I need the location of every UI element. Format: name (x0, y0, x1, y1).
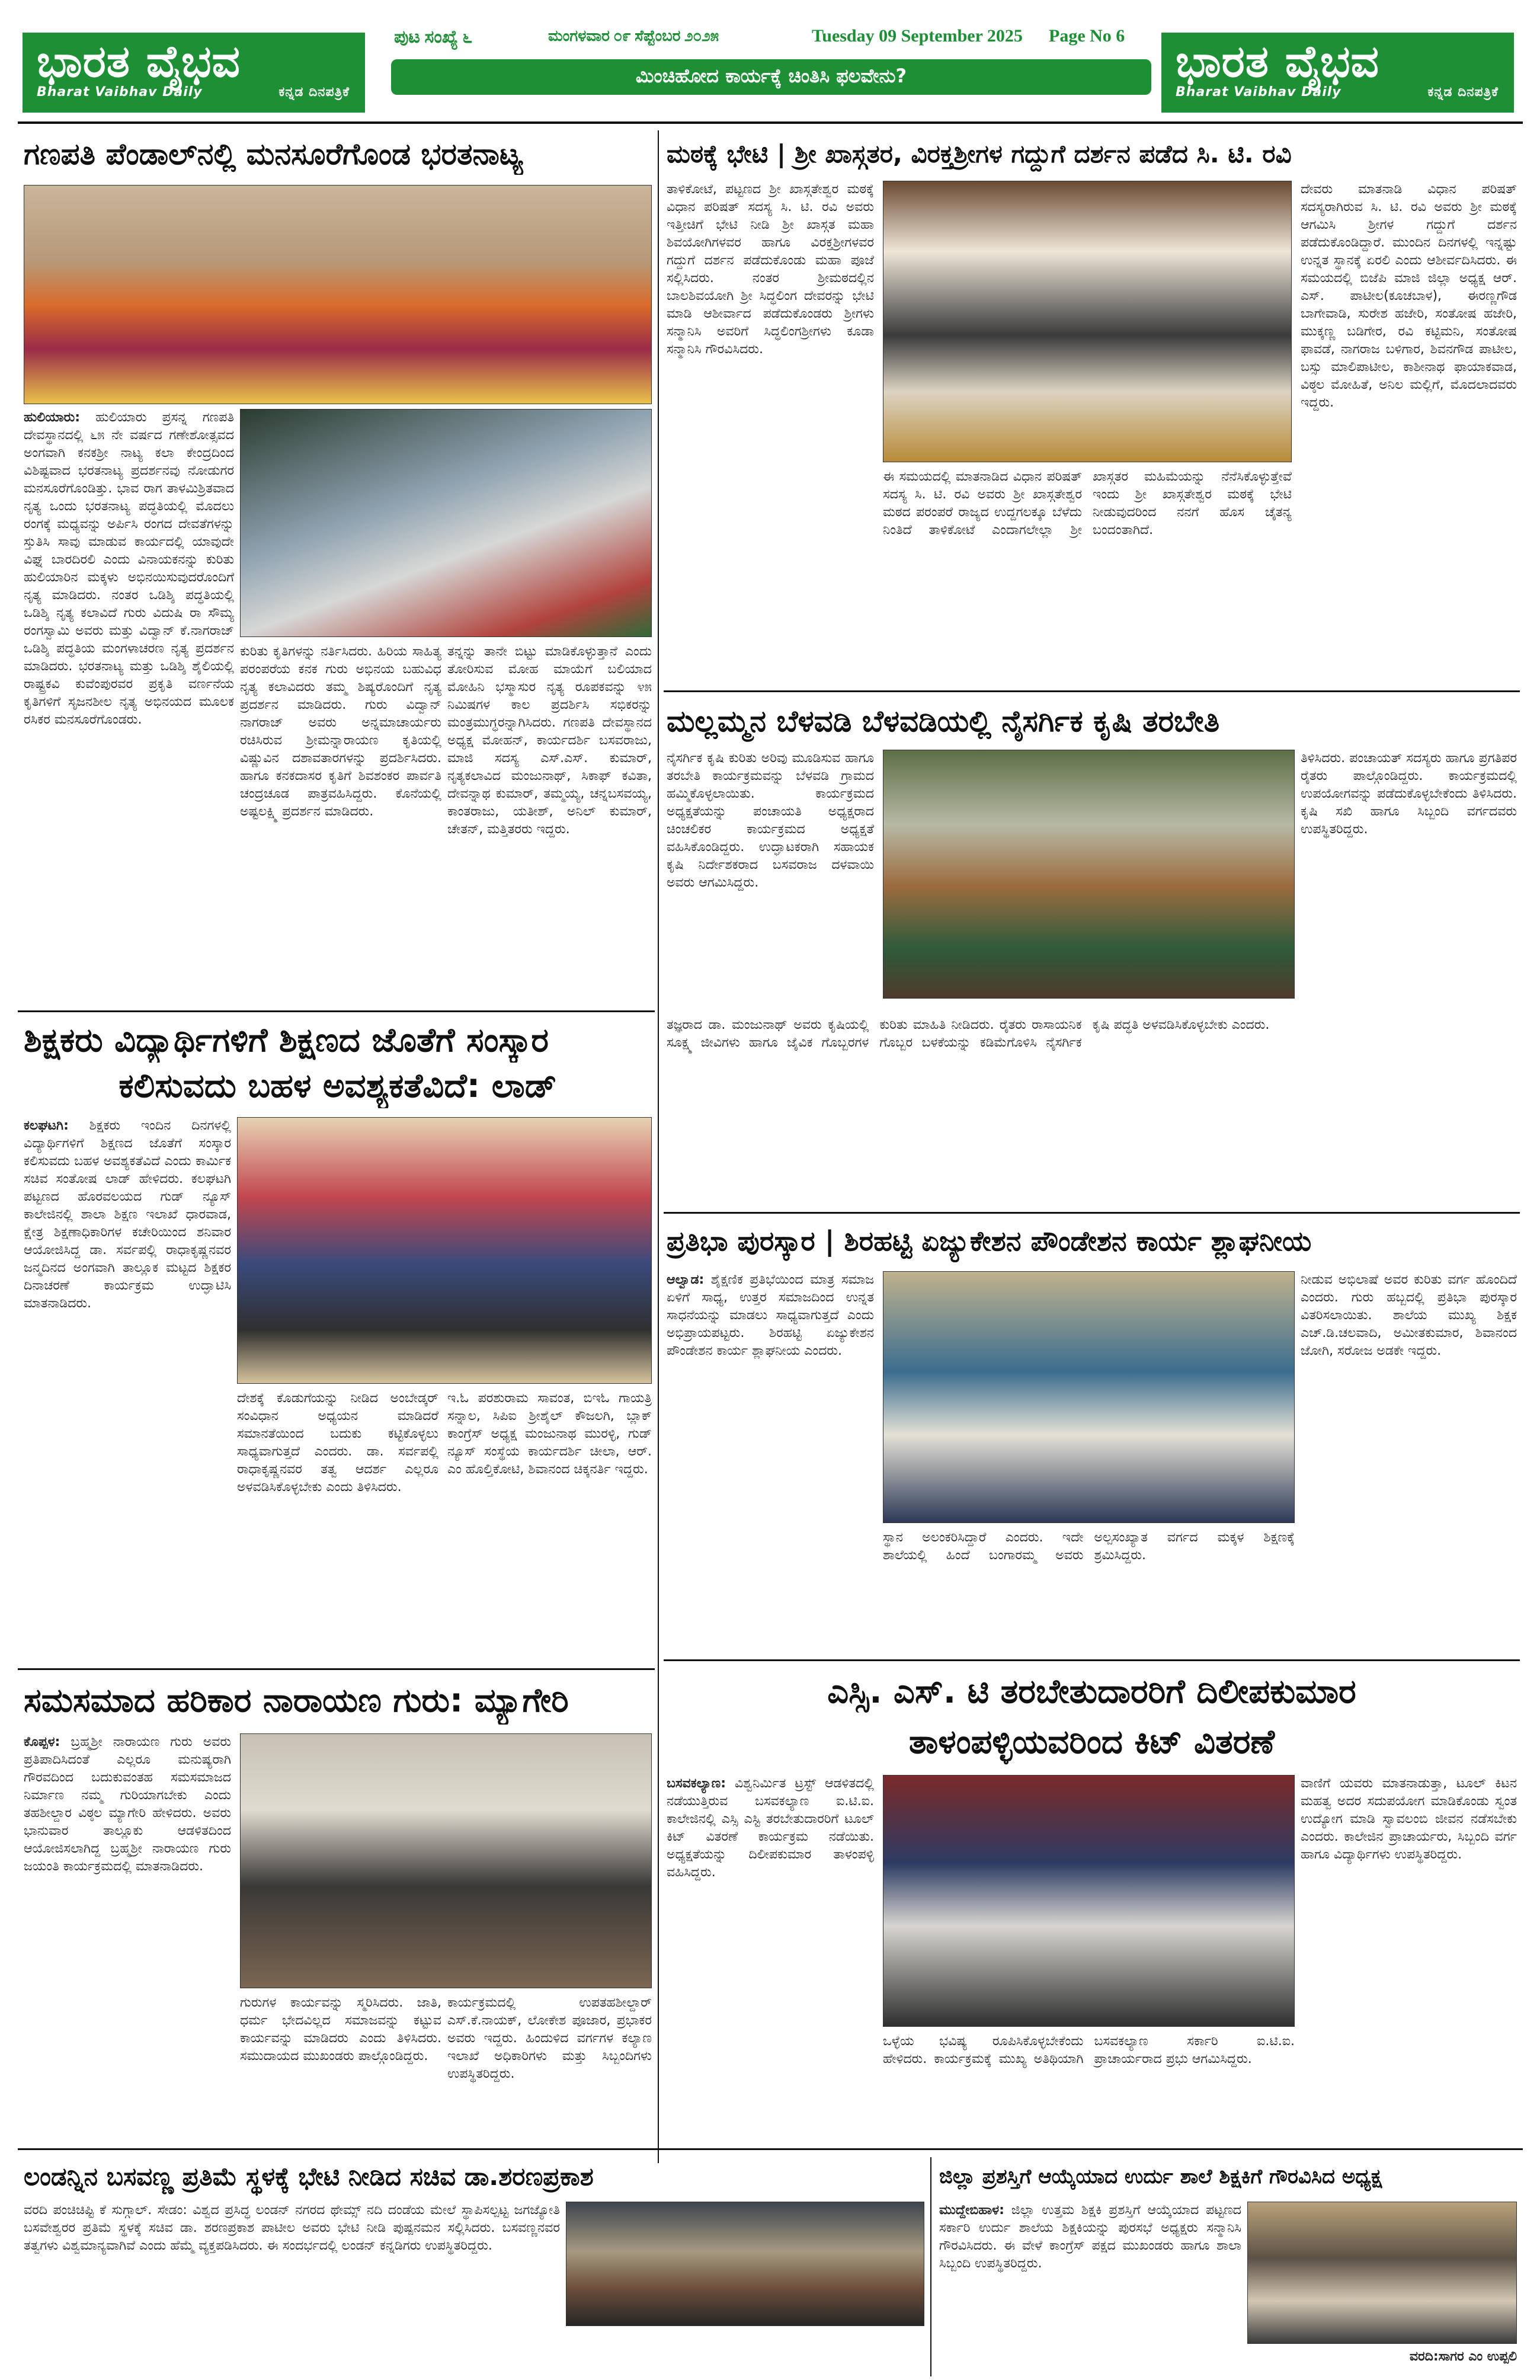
article-body (24, 1117, 231, 1662)
logo-text: ಭಾರತ ವೈಭವ (37, 36, 241, 87)
article-headline: ಮಠಕ್ಕೆ ಭೇಟಿ | ಶ್ರೀ ಖಾಸ್ಗತರ, ವಿರಕ್ತಶ್ರೀಗಳ ಗದ್ದುಗೆ ದರ್ಶನ ಪಡೆದ ಸಿ. ಟಿ. ರವಿ (667, 139, 1292, 168)
column-divider (930, 2157, 931, 2376)
article-body: ಇ.ಓ ಪರಶುರಾಮ ಸಾವಂತ, ಬಿಇಓ ಗಾಯತ್ರಿ ಸನ್ನಾಲ, ಸಿಪಿಐ ಶ್ರೀಶೈಲ್ ಕೌಜಲಗಿ, ಬ್ಲಾಕ್ ಕಾಂಗ್ರೆಸ್ ಅಧ್ಯಕ್ಷ ಮಂಜುನಾಥ ಮುರಳ್ಳಿ, ಗುಡ್ ನ್ಯೂಸ್ ಸಂಸ್ಥೆಯ ಕಾರ್ಯದರ್ಶಿ ಚೀಲಾ, ಆರ್. ಎಂ ಹೊಲ್ತಿಕೋಟಿ, ಶಿವಾನಂದ ಚಿಕ್ಕನರ್ತಿ ಇದ್ದರು. (447, 1391, 652, 1477)
article-photo-dance-performance (240, 409, 652, 637)
article-body: ವಾಣಿಗೆ ಯವರು ಮಾತನಾಡುತ್ತಾ, ಟೂಲ್ ಕಿಟನ ಮಹತ್ವ ಅದರ ಸದುಪಯೋಗ ಮಾಡಿಕೊಂಡು ಸ್ವಂತ ಉದ್ಯೋಗ ಮಾಡಿ ಸ್ವಾವಲಂಬಿ ಜೀವನ ನಡೆಸಬೇಕು ಎಂದರು. ಕಾಲೇಜಿನ ಪ್ರಾಚಾರ್ಯರು, ಸಿಬ್ಬಂದಿ ವರ್ಗ ಹಾಗೂ ವಿದ್ಯಾರ್ಥಿಗಳು ಉಪಸ್ಥಿತರಿದ್ದರು. (1301, 1776, 1517, 1862)
article-photo-pratibha-puraskar (883, 1271, 1295, 1523)
article-divider (664, 690, 1520, 692)
tagline: ಮಿಂಚಿಹೋದ ಕಾರ್ಯಕ್ಕೆ ಚಿಂತಿಸಿ ಫಲವೇನು? (391, 59, 1151, 95)
article-body: ಈ ಸಮಯದಲ್ಲಿ ಮಾತನಾಡಿದ ವಿಧಾನ ಪರಿಷತ್ ಸದಸ್ಯ ಸಿ. ಟಿ. ರವಿ ಅವರು ಶ್ರೀ ಖಾಸ್ಗತೇಶ್ವರ ಮಠದ ಪರಂಪರೆ ರಾಜ್ಯದ ಉದ್ದಗಲಕ್ಕೂ ಬೆಳೆದು ನಿಂತಿದೆ ತಾಳಿಕೋಟೆ ಎಂದಾಗಲೇಲ್ಲಾ ಶ್ರೀ ಖಾಸ್ಗತರ ಮಹಿಮೆಯನ್ನು ನೆನೆಸಿಕೊಳ್ಳುತ್ತೇವೆ ಇಂದು ಶ್ರೀ ಖಾಸ್ಗತೇಶ್ವರ ಮಠಕ್ಕೆ ಭೇಟಿ ನೀಡುವುದರಿಂದ ನನಗೆ ಹೊಸ ಚೈತನ್ಯ ಬಂದಂತಾಗಿದೆ. (883, 469, 1292, 538)
article-body: ಗುರುಗಳ ಕಾರ್ಯವನ್ನು ಸ್ಮರಿಸಿದರು. ಜಾತಿ, ಧರ್ಮ ಭೇದವಿಲ್ಲದ ಸಮಾಜವನ್ನು ಕಟ್ಟುವ ಕಾರ್ಯವನ್ನು ಮಾಡಿದರು ಎಂದು ತಿಳಿಸಿದರು. ಸಮುದಾಯದ ಮುಖಂಡರು ಪಾಲ್ಗೊಂಡಿದ್ದರು. (240, 1995, 441, 2064)
dateline: ಮುದ್ದೇಬಿಹಾಳ: (939, 2203, 1004, 2218)
article-body: ತಿಳಿಸಿದರು. ಪಂಚಾಯತ್ ಸದಸ್ಯರು ಹಾಗೂ ಪ್ರಗತಿಪರ ರೈತರು ಪಾಲ್ಗೊಂಡಿದ್ದರು. ಕಾರ್ಯಕ್ರಮದಲ್ಲಿ ಉಪಯೋಗವನ್ನು ಪಡೆದುಕೊಳ್ಳಬೇಕೆಂದು ತಿಳಿಸಿದರು. ಕೃಷಿ ಸಖಿ ಹಾಗೂ ಸಿಬ್ಬಂದಿ ವರ್ಗದವರು ಉಪಸ್ಥಿತರಿದ್ದರು. (1301, 751, 1517, 837)
article-divider (18, 2148, 1523, 2150)
article-photo-urdu-teacher (1247, 2202, 1517, 2344)
dateline: ಕಲಘಟಗಿ: (24, 1118, 69, 1133)
article-text: ಜಿಲ್ಲಾ ಉತ್ತಮ ಶಿಕ್ಷಕಿ ಪ್ರಶಸ್ತಿಗೆ ಆಯ್ಕೆಯಾದ ಪಟ್ಟಣದ ಸರ್ಕಾರಿ ಉರ್ದು ಶಾಲೆಯ ಶಿಕ್ಷಕಿಯನ್ನು ಪುರಸಭೆ ಅಧ್ಯಕ್ಷರು ಸನ್ಮಾನಿಸಿ ಗೌರವಿಸಿದರು. ಈ ವೇಳೆ ಕಾಂಗ್ರೆಸ್ ಪಕ್ಷದ ಮುಖಂಡರು ಹಾಗೂ ಶಾಲಾ ಸಿಬ್ಬಂದಿ ಉಪಸ್ಥಿತರಿದ್ದರು. (939, 2203, 1241, 2271)
article-body (667, 1271, 874, 1594)
article-headline: ಜಿಲ್ಲಾ ಪ್ರಶಸ್ತಿಗೆ ಆಯ್ಕೆಯಾದ ಉರ್ದು ಶಾಲೆ ಶಿಕ್ಷಕಿಗೆ ಗೌರವಿಸಿದ ಅಧ್ಯಕ್ಷ (939, 2165, 1382, 2189)
article-text: ಶಿಕ್ಷಕರು ಇಂದಿನ ದಿನಗಳಲ್ಲಿ ವಿದ್ಯಾರ್ಥಿಗಳಿಗೆ ಶಿಕ್ಷಣದ ಜೊತೆಗೆ ಸಂಸ್ಕಾರ ಕಲಿಸುವದು ಬಹಳ ಅವಶ್ಯಕತೆವಿದೆ ಎಂದು ಕಾರ್ಮಿಕ ಸಚಿವ ಸಂತೋಷ ಲಾಡ್ ಹೇಳಿದರು. ಕಲಘಟಗಿ ಪಟ್ಟಣದ ಹೊರವಲಯದ ಗುಡ್ ನ್ಯೂಸ್ ಕಾಲೇಜಿನಲ್ಲಿ ಶಾಲಾ ಶಿಕ್ಷಣ ಇಲಾಖೆ ಧಾರವಾಡ, ಕ್ಷೇತ್ರ ಶಿಕ್ಷಣಾಧಿಕಾರಿಗಳ ಕಚೇರಿಯಿಂದ ಶನಿವಾರ ಆಯೋಜಿಸಿದ್ದ ಡಾ. ಸರ್ವಪಲ್ಲಿ ರಾಧಾಕೃಷ್ಣನವರ ಜನ್ಮದಿನದ ಅಂಗವಾಗಿ ತಾಲ್ಲೂಕ ಮಟ್ಟದ ಶಿಕ್ಷಕರ ದಿನಾಚರಣೆ ಕಾರ್ಯಕ್ರಮ ಉದ್ಘಾಟಿಸಿ ಮಾತನಾಡಿದರು. (24, 1118, 231, 1311)
logo-sub-kn: ಕನ್ನಡ ದಿನಪತ್ರಿಕೆ (1427, 85, 1499, 100)
article-headline: ಗಣಪತಿ ಪೆಂಡಾಲ್‌ನಲ್ಲಿ ಮನಸೂರೆಗೊಂಡ ಭರತನಾಟ್ಯ (24, 137, 523, 171)
masthead-divider (18, 121, 1523, 124)
article-photo-london-basavanna (566, 2202, 924, 2326)
article-body (24, 409, 234, 1005)
masthead-logo-left (23, 33, 365, 113)
article-body: ತಾಳಿಕೋಟೆ, ಪಟ್ಟಣದ ಶ್ರೀ ಖಾಸ್ಗತೇಶ್ವರ ಮಠಕ್ಕೆ ವಿಧಾನ ಪರಿಷತ್ ಸದಸ್ಯ ಸಿ. ಟಿ. ರವಿ ಅವರು ಇತ್ತೀಚಿಗೆ ಭೇಟಿ ನೀಡಿ ಶ್ರೀ ಖಾಸ್ಗತ ಮಹಾ ಶಿವಯೋಗಿಗಳವರ ಹಾಗೂ ವಿರಕ್ತಶ್ರೀಗಳವರ ಗದ್ದುಗೆ ದರ್ಶನ ಪಡೆದುಕೊಂಡು ಮಹಾ ಪೂಜೆ ಸಲ್ಲಿಸಿದರು. ನಂತರ ಶ್ರೀಮಠದಲ್ಲಿನ ಬಾಲಶಿವಯೋಗಿ ಶ್ರೀ ಸಿದ್ಧಲಿಂಗ ದೇವರನ್ನು ಭೇಟಿ ಮಾಡಿ ಆಶೀರ್ವಾದ ಪಡೆದುಕೊಂಡರು ಶ್ರೀಗಳು ಸನ್ಮಾನಿಸಿ ಅವರಿಗೆ ಸಿದ್ಧಲಿಂಗಶ್ರೀಗಳು ಕೂಡಾ ಸನ್ಮಾನಿಸಿ ಗೌರವಿಸಿದರು. (667, 182, 874, 357)
dateline: ಆಲ್ವಾಡ: (667, 1272, 705, 1287)
article-body: ತಜ್ಞರಾದ ಡಾ. ಮಂಜುನಾಥ್ ಅವರು ಕೃಷಿಯಲ್ಲಿ ಸೂಕ್ಷ್ಮ ಜೀವಿಗಳು ಹಾಗೂ ಜೈವಿಕ ಗೊಬ್ಬರಗಳ ಕುರಿತು ಮಾಹಿತಿ ನೀಡಿದರು. ರೈತರು ರಾಸಾಯನಿಕ ಗೊಬ್ಬರ ಬಳಕೆಯನ್ನು ಕಡಿಮೆಗೊಳಿಸಿ ನೈಸರ್ಗಿಕ ಕೃಷಿ ಪದ್ಧತಿ ಅಳವಡಿಸಿಕೊಳ್ಳಬೇಕು ಎಂದರು. (667, 1018, 1270, 1050)
article-headline-line2: ಕಲಿಸುವದು ಬಹಳ ಅವಶ್ಯಕತೆವಿದೆ: ಲಾಡ್ (119, 1067, 557, 1105)
masthead-logo-right (1161, 33, 1514, 113)
logo-sub-en: Bharat Vaibhav Daily (1176, 85, 1342, 100)
article-body (667, 1775, 874, 2142)
article-headline: ಪ್ರತಿಭಾ ಪುರಸ್ಕಾರ | ಶಿರಹಟ್ಟಿ ಏಜ್ಯುಕೇಶನ ಪೌಂಡೇಶನ ಕಾರ್ಯ ಶ್ಲಾಘನೀಯ (667, 1225, 1312, 1257)
article-photo-kit-distribution (883, 1775, 1295, 2027)
article-headline-line2: ತಾಳಂಪಳ್ಳಿಯವರಿಂದ ಕಿಟ್ ವಿತರಣೆ (908, 1723, 1275, 1761)
date-en: Tuesday 09 September 2025 (812, 26, 1023, 46)
article-photo-narayana-guru (240, 1733, 652, 1988)
article-body: ಸ್ಥಾನ ಅಲಂಕರಿಸಿದ್ದಾರೆ ಎಂದರು. ಇದೇ ಶಾಲೆಯಲ್ಲಿ ಹಿಂದೆ ಬಂಗಾರಮ್ಮ ಅವರು ಅಲ್ಪಸಂಖ್ಯಾತ ವರ್ಗದ ಮಕ್ಕಳ ಶಿಕ್ಷಣಕ್ಕೆ ಶ್ರಮಿಸಿದ್ದರು. (883, 1530, 1295, 1563)
article-photo-ct-ravi-visit (883, 181, 1292, 462)
article-text: ಬ್ರಹ್ಮಶ್ರೀ ನಾರಾಯಣ ಗುರು ಅವರು ಪ್ರತಿಪಾದಿಸಿದಂತೆ ಎಲ್ಲರೂ ಮನುಷ್ಯರಾಗಿ ಗೌರವದಿಂದ ಬದುಕುವಂತಹ ಸಮಸಮಾಜದ ನಿರ್ಮಾಣ ನಮ್ಮ ಗುರಿಯಾಗಬೇಕು ಎಂದು ತಹಶೀಲ್ದಾರ ವಿಠ್ಠಲ ಮ್ಯಾಗೇರಿ ಹೇಳಿದರು. ಅವರು ಭಾನುವಾರ ತಾಲ್ಲೂಕು ಆಡಳಿತದಿಂದ ಆಯೋಜಿಸಲಾಗಿದ್ದ ಬ್ರಹ್ಮಶ್ರೀ ನಾರಾಯಣ ಗುರು ಜಯಂತಿ ಕಾರ್ಯಕ್ರಮದಲ್ಲಿ ಮಾತನಾಡಿದರು. (24, 1735, 231, 1874)
article-body (939, 2202, 1241, 2371)
article-headline: ಲಂಡನ್ನಿನ ಬಸವಣ್ಣ ಪ್ರತಿಮೆ ಸ್ಥಳಕ್ಕೆ ಭೇಟಿ ನೀಡಿದ ಸಚಿವ ಡಾ.ಶರಣಪ್ರಕಾಶ (24, 2162, 594, 2191)
article-body: ಕಾರ್ಯಕ್ರಮದಲ್ಲಿ ಉಪತಹಶೀಲ್ದಾರ್ ಎಸ್.ಕೆ.ನಾಯಕ್, ಲೋಕೇಶ ಪೂಜಾರ, ಪ್ರಭಾಕರ ಅವರು ಇದ್ದರು. ಹಿಂದುಳಿದ ವರ್ಗಗಳ ಕಲ್ಯಾಣ ಇಲಾಖೆ ಅಧಿಕಾರಿಗಳು ಮತ್ತು ಸಿಬ್ಬಂದಿಗಳು ಉಪಸ್ಥಿತರಿದ್ದರು. (447, 1995, 652, 2081)
date-kn: ಮಂಗಳವಾರ ೦೯ ಸೆಪ್ಟೆಂಬರ ೨೦೨೫ (548, 27, 719, 44)
article-body: ನೀಡುವ ಅಭಿಲಾಷೆ ಅವರ ಕುರಿತು ವರ್ಗ ಹೊಂದಿದೆ ಎಂದರು. ಗುರು ಹಬ್ಬದಲ್ಲಿ ಪ್ರತಿಭಾ ಪುರಸ್ಕಾರ ವಿತರಿಸಲಾಯಿತು. ಶಾಲೆಯ ಮುಖ್ಯ ಶಿಕ್ಷಕ ಎಚ್.ಡಿ.ಚಲವಾದಿ, ಅಮೀತಕುಮಾರ, ಶಿವಾನಂದ ಜೋಗಿ, ಸರೋಜ ಅಡಕೇ ಇದ್ದರು. (1301, 1272, 1517, 1358)
article-photo-teachers-day (237, 1117, 652, 1384)
logo-sub-kn: ಕನ್ನಡ ದಿನಪತ್ರಿಕೆ (278, 85, 350, 100)
article-divider (664, 1212, 1520, 1214)
logo-subtitle (37, 85, 365, 100)
article-text: ವಿಶ್ವನಿರ್ಮಿತ ಟ್ರಸ್ಟ್ ಆಡಳಿತದಲ್ಲಿ ನಡೆಯುತ್ತಿರುವ ಬಸವಕಲ್ಯಾಣ ಐ.ಟಿ.ಐ. ಕಾಲೇಜಿನಲ್ಲಿ ಎಸ್ಸಿ ಎಸ್ಟಿ ತರಬೇತುದಾರರಿಗೆ ಟೂಲ್ ಕಿಟ್ ವಿತರಣೆ ಕಾರ್ಯಕ್ರಮ ನಡೆಯಿತು. ಅಧ್ಯಕ್ಷತೆಯನ್ನು ದಿಲೀಪಕುಮಾರ ತಾಳಂಪಳ್ಳಿ ವಹಿಸಿದ್ದರು. (667, 1776, 874, 1880)
article-headline-line1: ಎಸ್ಸಿ. ಎಸ್. ಟಿ ತರಬೇತುದಾರರಿಗೆ ದಿಲೀಪಕುಮಾರ (827, 1672, 1356, 1711)
column-divider (658, 130, 659, 2163)
article-divider (664, 1659, 1520, 1661)
article-body: ವರದಿ ಪಂಚಿಚಿಪ್ಟಿ ಕೆ ಸುಗ್ಗಾಲ್. ಸೇಡಂ: ವಿಶ್ವದ ಪ್ರಸಿದ್ಧ ಲಂಡನ್ ನಗರದ ಥೇಮ್ಸ್ ನದಿ ದಂಡೆಯ ಮೇಲೆ ಸ್ಥಾಪಿಸಲ್ಪಟ್ಟ ಜಗಜ್ಯೋತಿ ಬಸವೇಶ್ವರರ ಪ್ರತಿಮೆ ಸ್ಥಳಕ್ಕೆ ಸಚಿವ ಡಾ. ಶರಣಪ್ರಕಾಶ ಪಾಟೀಲ ಅವರು ಭೇಟಿ ನೀಡಿ ಪುಷ್ಪನಮನ ಸಲ್ಲಿಸಿದರು. ಬಸವಣ್ಣನವರ ತತ್ವಗಳು ವಿಶ್ವಮಾನ್ಯವಾಗಿವೆ ಎಂದು ಹೆಮ್ಮೆ ವ್ಯಕ್ತಪಡಿಸಿದರು. ಈ ಸಂದರ್ಭದಲ್ಲಿ ಲಂಡನ್ ಕನ್ನಡಿಗರು ಉಪಸ್ಥಿತರಿದ್ದರು. (24, 2203, 560, 2253)
reporter-credit: ವರದಿ:ಸಾಗರ ಎಂ ಉಪ್ಪಲಿ (1409, 2349, 1517, 2364)
article-divider (18, 1010, 655, 1012)
article-body: ನೈಸರ್ಗಿಕ ಕೃಷಿ ಕುರಿತು ಅರಿವು ಮೂಡಿಸುವ ಹಾಗೂ ತರಬೇತಿ ಕಾರ್ಯಕ್ರಮವನ್ನು ಬೆಳವಡಿ ಗ್ರಾಮದ ಹಮ್ಮಿಕೊಳ್ಳಲಾಯಿತು. ಕಾರ್ಯಕ್ರಮದ ಅಧ್ಯಕ್ಷತೆಯನ್ನು ಪಂಚಾಯತಿ ಅಧ್ಯಕ್ಷರಾದ ಚಿಂಚಲಿಕರ ಕಾರ್ಯಕ್ರಮದ ಅಧ್ಯಕ್ಷತೆ ವಹಿಸಿಕೊಂಡಿದ್ದರು. ಉದ್ಘಾಟಕರಾಗಿ ಸಹಾಯಕ ಕೃಷಿ ನಿರ್ದೇಶಕರಾದ ಬಸವರಾಜ ದಳವಾಯಿ ಅವರು ಆಗಮಿಸಿದ್ದರು. (667, 751, 874, 890)
page-number-en: Page No 6 (1049, 26, 1125, 46)
article-photo-farming-training (883, 750, 1295, 999)
article-headline: ಸಮಸಮಾದ ಹರಿಕಾರ ನಾರಾಯಣ ಗುರು: ಮ್ಯಾಗೇರಿ (24, 1681, 569, 1720)
dateline: ಬಸವಕಲ್ಯಾಣ: (667, 1776, 726, 1791)
article-headline: ಮಲ್ಲಮ್ಮನ ಬೆಳವಡಿ ಬೆಳವಡಿಯಲ್ಲಿ ನೈಸರ್ಗಿಕ ಕೃಷಿ ತರಬೇತಿ (667, 704, 1220, 738)
article-body: ದೇಶಕ್ಕೆ ಕೊಡುಗೆಯನ್ನು ನೀಡಿದ ಅಂಬೇಡ್ಕರ್ ಸಂವಿಧಾನ ಅಧ್ಯಯನ ಮಾಡಿದರೆ ಸಮಾನತೆಯಿಂದ ಬದುಕು ಕಟ್ಟಿಕೊಳ್ಳಲು ಸಾಧ್ಯವಾಗುತ್ತದೆ ಎಂದರು. ಡಾ. ಸರ್ವಪಲ್ಲಿ ರಾಧಾಕೃಷ್ಣನವರ ತತ್ವ ಆದರ್ಶ ಎಲ್ಲರೂ ಅಳವಡಿಸಿಕೊಳ್ಳಬೇಕು ಎಂದು ತಿಳಿಸಿದರು. (237, 1391, 438, 1495)
article-divider (18, 1668, 655, 1670)
logo-text: ಭಾರತ ವೈಭವ (1176, 36, 1380, 87)
article-photo-dancers-group (24, 185, 652, 404)
article-text: ಶೈಕ್ಷಣಿಕ ಪ್ರತಿಭೆಯಿಂದ ಮಾತ್ರ ಸಮಾಜ ಏಳಿಗೆ ಸಾಧ್ಯ, ಉತ್ತರ ಸಮಾಜದಿಂದ ಉನ್ನತ ಸಾಧನೆಯನ್ನು ಮಾಡಲು ಸಾಧ್ಯವಾಗುತ್ತದೆ ಎಂದು ಅಭಿಪ್ರಾಯಪಟ್ಟರು. ಶಿರಹಟ್ಟಿ ಏಜ್ಯುಕೇಶನ ಪೌಂಡೇಶನ ಕಾರ್ಯ ಶ್ಲಾಘನೀಯ ಎಂದರು. (667, 1272, 874, 1358)
dateline: ಹುಲಿಯಾರು: (24, 410, 81, 425)
article-headline-line1: ಶಿಕ್ಷಕರು ವಿದ್ಯಾರ್ಥಿಗಳಿಗೆ ಶಿಕ್ಷಣದ ಜೊತೆಗೆ ಸಂಸ್ಕಾರ (24, 1021, 549, 1060)
article-body: ತನ್ನನ್ನು ತಾನೇ ಬಿಟ್ಟು ಮಾಡಿಕೊಳ್ಳುತ್ತಾನೆ ಎಂದು ತೋರಿಸುವ ಮೋಹ ಮಾಯೆಗೆ ಬಲಿಯಾದ ಮೋಹಿನಿ ಭಸ್ಮಾಸುರ ನೃತ್ಯ ರೂಪಕವನ್ನು ೪೫ ನಿಮಿಷಗಳ ಕಾಲ ಪ್ರದರ್ಶಿಸಿ ಸಭಿಕರನ್ನು ಮಂತ್ರಮುಗ್ಧರನ್ನಾಗಿಸಿದರು. ಗಣಪತಿ ದೇವಸ್ಥಾನದ ಅಧ್ಯಕ್ಷ ಮೋಹನ್, ಕಾರ್ಯದರ್ಶಿ ಬಸವರಾಜು, ಮಾಜಿ ಸದಸ್ಯ ಎಸ್.ಎಸ್. ಕುಮಾರ್, ನೃತ್ಯಕಲಾವಿದ ಮಂಜುನಾಥ್, ಸಿಕಾಫ್ ಕವಿತಾ, ದೇವನ್ನಾಥ ಕುಮಾರ್, ತಮ್ಮಯ್ಯ, ಚನ್ನಬಸವಯ್ಯ, ಕಾಂತರಾಜು, ಯತೀಶ್, ಅನಿಲ್ ಕುಮಾರ್, ಚೇತನ್, ಮತ್ತಿತರರು ಇದ್ದರು. (447, 644, 652, 837)
logo-sub-en: Bharat Vaibhav Daily (37, 85, 203, 100)
article-body: ಕುರಿತು ಕೃತಿಗಳನ್ನು ನರ್ತಿಸಿದರು. ಹಿರಿಯ ಸಾಹಿತ್ಯ ಪರಂಪರೆಯ ಕನಕ ಗುರು ಅಭಿನಯ ಬಹುವಿಧ ನೃತ್ಯ ಕಲಾವಿದರು ತಮ್ಮ ಶಿಷ್ಯರೊಂದಿಗೆ ನೃತ್ಯ ಪ್ರದರ್ಶನ ಮಾಡಿದರು. ಗುರು ವಿದ್ವಾನ್ ನಾಗರಾಜ್ ಅವರು ಅನ್ನಮಾಚಾರ್ಯರು ರಚಿಸಿರುವ ಶ್ರೀಮನ್ನಾರಾಯಣ ಕೃತಿಯಲ್ಲಿ ವಿಷ್ಣುವಿನ ದಶಾವತಾರಗಳನ್ನು ಪ್ರದರ್ಶಿಸಿದರು. ಹಾಗೂ ಕನಕದಾಸರ ಕೃತಿಗೆ ಶಿವಶಂಕರ ಪಾರ್ವತಿ ಚಂದ್ರಚೂಡ ಪಾತ್ರವಹಿಸಿದ್ದರು. ಕೊನೆಯಲ್ಲಿ ಅಷ್ಟಲಕ್ಷ್ಮಿ ಪ್ರದರ್ಶನ ಮಾಡಿದರು. (240, 644, 441, 819)
article-text: ಹುಲಿಯಾರು ಪ್ರಸನ್ನ ಗಣಪತಿ ದೇವಸ್ಥಾನದಲ್ಲಿ ೬೫ ನೇ ವರ್ಷದ ಗಣೇಶೋತ್ಸವದ ಅಂಗವಾಗಿ ಕನಕಶ್ರೀ ನಾಟ್ಯ ಕಲಾ ಕೇಂದ್ರದಿಂದ ವಿಶಿಷ್ಟವಾದ ಭರತನಾಟ್ಯ ಪ್ರದರ್ಶನವು ನೋಡುಗರ ಮನಸೂರೆಗೊಂಡಿತ್ತು. ಭಾವ ರಾಗ ತಾಳಮಿಶ್ರಿತವಾದ ನೃತ್ಯ ಒಂದು ಭರತನಾಟ್ಯ ಪದ್ಧತಿಯಲ್ಲಿ ಮೊದಲು ರಂಗಕ್ಕೆ ಮಧ್ಯವನ್ನು ಅರ್ಪಿಸಿ ರಂಗದ ದೇವತೆಗಳನ್ನು ಸ್ತುತಿಸಿ ಸಾವು ಮಾಡುವ ಕಾರ್ಯದಲ್ಲಿ ಯಾವುದೇ ವಿಘ್ನ ಬಾರದಿರಲಿ ಎಂದು ವಿನಾಯಕನನ್ನು ಕುರಿತು ಹುಲಿಯಾರಿನ ಮಕ್ಕಳು ಅಭಿನಯಿಸುವುದರೊಂದಿಗೆ ನೃತ್ಯ ಮಾಡಿದರು. ನಂತರ ಒಡಿಶ್ಶಿ ಪದ್ಧತಿಯಲ್ಲಿ ಒಡಿಶ್ಶಿ ನೃತ್ಯ ಕಲಾವಿದೆ ಗುರು ವಿದುಷಿ ರಾ ಸೌಮ್ಯ ರಂಗಸ್ವಾಮಿ ಅವರು ಮತ್ತು ವಿದ್ವಾನ್ ಕೆ.ನಾಗರಾಜ್ ಒಡಿಶ್ಶಿ ಪದ್ಧತಿಯ ಮಂಗಳಾಚರಣ ನೃತ್ಯ ಪ್ರದರ್ಶನ ಮಾಡಿದರು. ಭರತನಾಟ್ಯ ಮತ್ತು ಒಡಿಶ್ಶಿ ಶೈಲಿಯಲ್ಲಿ ರಾಷ್ಟ್ರಕವಿ ಕುವೆಂಪುರವರ ಪ್ರಕೃತಿ ವರ್ಣನೆಯ ಕೃತಿಗಳಿಗೆ ಸೃಜನಶೀಲ ನೃತ್ಯ ಅಭಿನಯದ ಮೂಲಕ ರಸಿಕರ ಮನಸೂರೆಗೊಂಡರು. (24, 410, 234, 727)
article-body: ದೇವರು ಮಾತನಾಡಿ ವಿಧಾನ ಪರಿಷತ್ ಸದಸ್ಯರಾಗಿರುವ ಸಿ. ಟಿ. ರವಿ ಅವರು ಶ್ರೀ ಮಠಕ್ಕೆ ಆಗಮಿಸಿ ಶ್ರೀಗಳ ಗದ್ದುಗೆ ದರ್ಶನ ಪಡೆದುಕೊಂಡಿದ್ದಾರೆ. ಮುಂದಿನ ದಿನಗಳಲ್ಲಿ ಇನ್ನಷ್ಟು ಉನ್ನತ ಸ್ಥಾನಕ್ಕೆ ಏರಲಿ ಎಂದು ಆಶೀರ್ವದಿಸಿದರು. ಈ ಸಮಯದಲ್ಲಿ ಬಿಜೆಪಿ ಮಾಜಿ ಜಿಲ್ಲಾ ಅಧ್ಯಕ್ಷ ಆರ್. ಎಸ್. ಪಾಟೀಲ(ಕೂಚಬಾಳ), ಈರಣ್ಣಗೌಡ ಬಾಗೇವಾಡಿ, ಸುರೇಶ ಹಜೇರಿ, ಸಂತೋಷ ಹಜೇರಿ, ಮುಕ್ಕಣ್ಣ ಬಡಿಗೇರ, ರವಿ ಕಟ್ಟಿಮನಿ, ಸಂತೋಷ ಫಾವಡೆ, ನಾಗರಾಜ ಬಳಿಗಾರ, ಶಿವನಗೌಡ ಪಾಟೀಲ, ಬಸ್ಸು ಮಾಲಿಪಾಟೀಲ, ಕಾಶೀನಾಥ ಫಾಯಾಕವಾಡ, ವಿಠ್ಠಲ ಮೋಹಿತೆ, ಅನಿಲ ಮಲ್ಲಿಗೆ, ಮೊದಲಾದವರು ಇದ್ದರು. (1301, 182, 1517, 410)
page-number-kn: ಪುಟ ಸಂಖ್ಯೆ ೬ (394, 27, 473, 47)
article-body (24, 1733, 231, 2142)
article-body: ಒಳ್ಳೆಯ ಭವಿಷ್ಯ ರೂಪಿಸಿಕೊಳ್ಳಬೇಕೆಂದು ಹೇಳಿದರು. ಕಾರ್ಯಕ್ರಮಕ್ಕೆ ಮುಖ್ಯ ಅತಿಥಿಯಾಗಿ ಬಸವಕಲ್ಯಾಣ ಸರ್ಕಾರಿ ಐ.ಟಿ.ಐ. ಪ್ರಾಚಾರ್ಯರಾದ ಪ್ರಭು ಆಗಮಿಸಿದ್ದರು. (883, 2034, 1295, 2066)
dateline: ಕೊಪ್ಪಳ: (24, 1735, 60, 1749)
